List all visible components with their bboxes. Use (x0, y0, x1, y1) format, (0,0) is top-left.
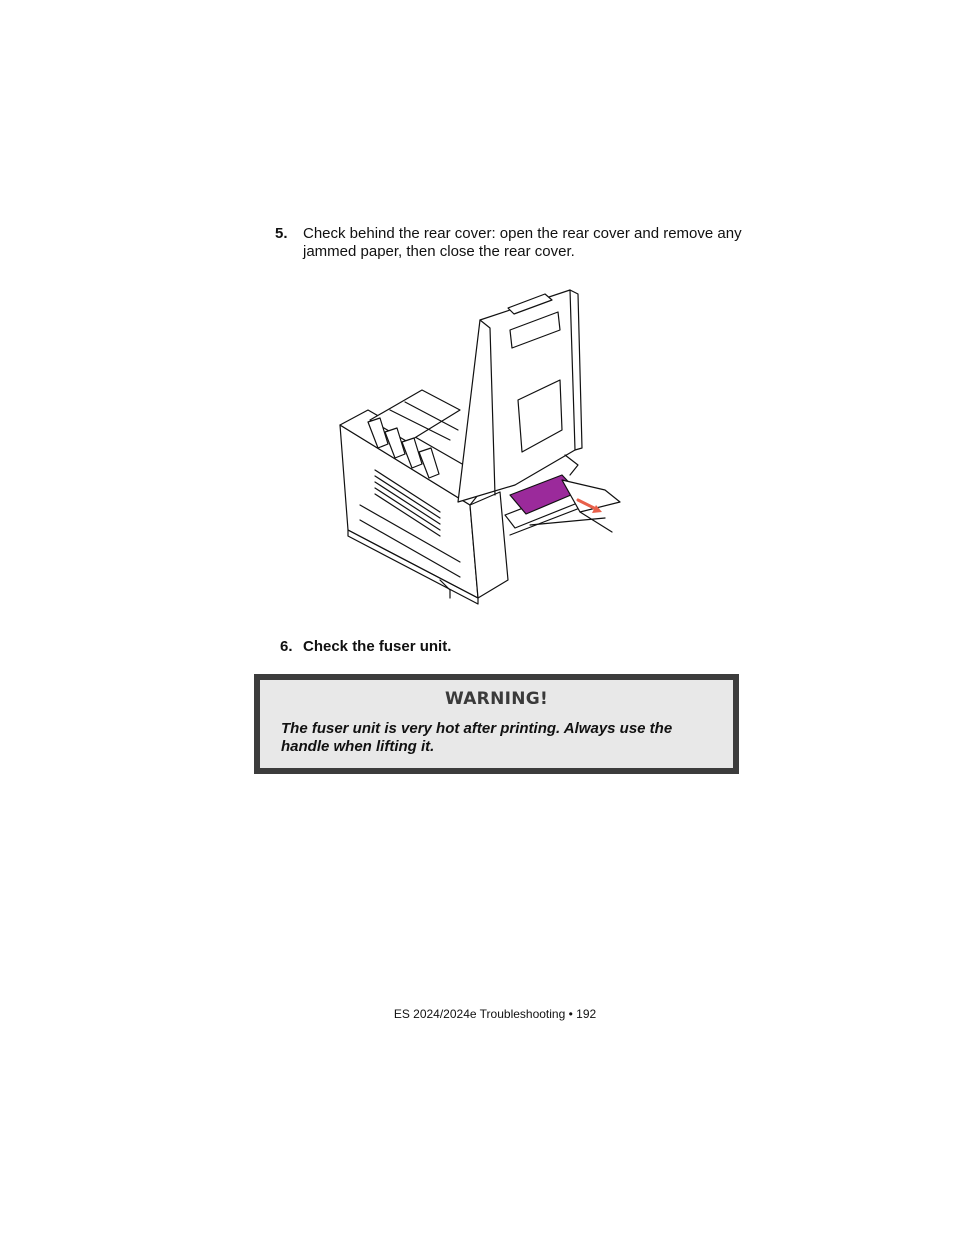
step-text: Check behind the rear cover: open the rear cover and remove any jammed paper, then close the rear cover. (303, 225, 742, 260)
warning-title: WARNING! (444, 689, 549, 709)
step-number: 5. (275, 225, 288, 242)
step-text: Check the fuser unit. (303, 638, 452, 655)
page-footer: ES 2024/2024e Troubleshooting • 192 (393, 1007, 597, 1021)
warning-callout (254, 674, 739, 774)
step-number: 6. (280, 638, 293, 655)
warning-text: The fuser unit is very hot after printing. Always use the handle when lifting it. (281, 720, 673, 755)
printer-rear-cover-illustration (330, 280, 630, 605)
